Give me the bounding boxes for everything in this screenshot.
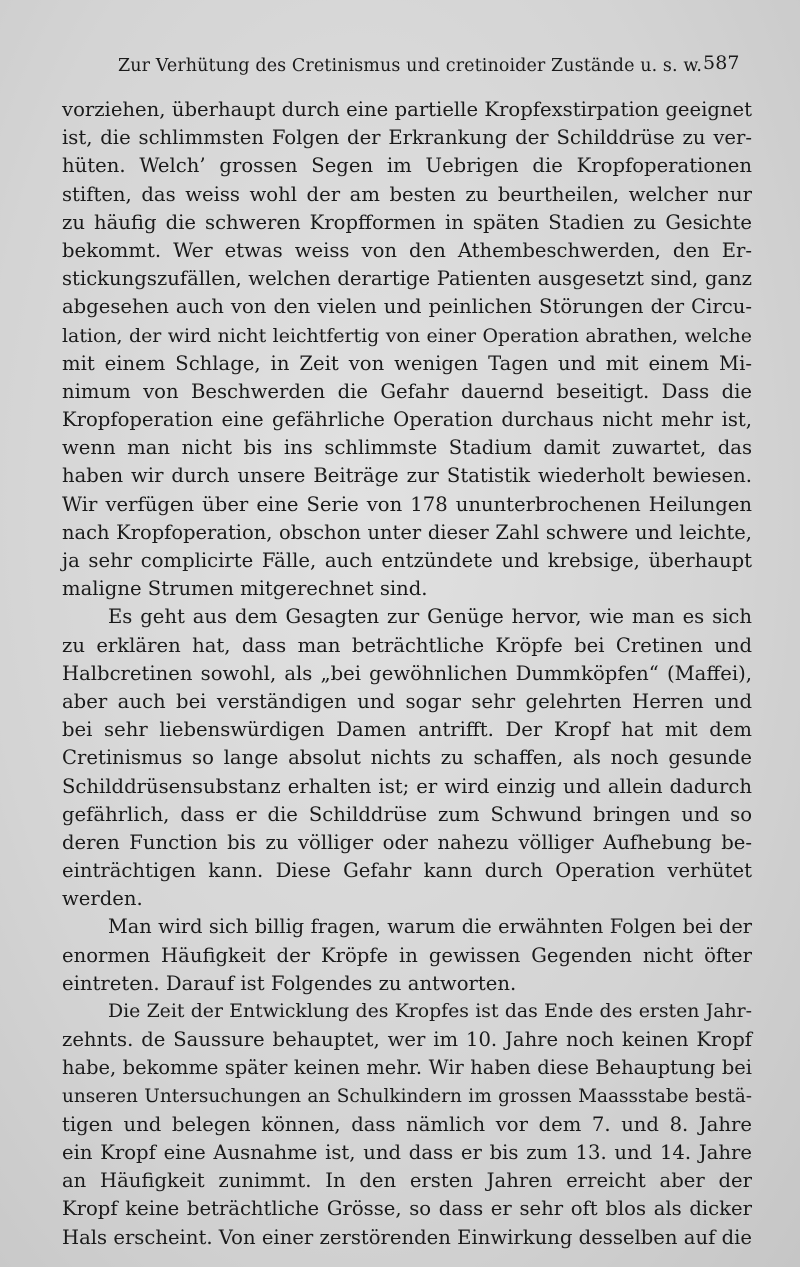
running-title: Zur Verhütung des Cretinismus und cretinoider Zustände u. s. w. xyxy=(118,56,702,76)
text-line: hüten. Welch’ grossen Segen im Uebrigen die Kropfoperationen xyxy=(62,154,752,178)
text-line: wenn man nicht bis ins schlimmste Stadium damit zuwartet, das xyxy=(62,436,752,460)
text-line: maligne Strumen mitgerechnet sind. xyxy=(62,577,428,601)
text-line: einträchtigen kann. Diese Gefahr kann durch Operation verhütet xyxy=(62,859,752,883)
text-line: lation, der wird nicht leichtfertig von einer Operation abrathen, welche xyxy=(62,324,752,347)
text-line: Kropf keine beträchtliche Grösse, so dass er sehr oft blos als dicker xyxy=(62,1197,752,1221)
text-line: stiften, das weiss wohl der am besten zu beurtheilen, welcher nur xyxy=(62,182,752,206)
text-line: bekommt. Wer etwas weiss von den Athembeschwerden, den Er- xyxy=(62,238,752,262)
text-line: ein Kropf eine Ausnahme ist, und dass er bis zum 13. und 14. Jahre xyxy=(62,1140,752,1164)
text-line: stickungszufällen, welchen derartige Patienten ausgesetzt sind, ganz xyxy=(62,267,752,291)
paragraph xyxy=(62,603,752,913)
page-number: 587 xyxy=(703,52,740,74)
text-line: zu häufig die schweren Kropfformen in späten Stadien zu Gesichte xyxy=(62,210,752,234)
text-line: gefährlich, dass er die Schilddrüse zum Schwund bringen und so xyxy=(62,802,752,826)
text-line: bei sehr liebenswürdigen Damen antrifft. Der Kropf hat mit dem xyxy=(62,718,752,742)
text-line: Die Zeit der Entwicklung des Kropfes ist das Ende des ersten Jahr- xyxy=(108,1001,752,1022)
text-line: vorziehen, überhaupt durch eine partielle Kropfexstirpation geeignet xyxy=(62,98,752,121)
paragraph xyxy=(62,998,752,1252)
text-line: nimum von Beschwerden die Gefahr dauernd beseitigt. Dass die xyxy=(62,379,752,403)
text-line: Cretinismus so lange absolut nichts zu schaffen, als noch gesunde xyxy=(62,746,752,770)
text-line: deren Function bis zu völliger oder nahezu völliger Aufhebung be- xyxy=(62,830,752,854)
text-line: ist, die schlimmsten Folgen der Erkrankung der Schilddrüse zu ver- xyxy=(62,126,752,150)
text-line: tigen und belegen können, dass nämlich vor dem 7. und 8. Jahre xyxy=(62,1112,752,1136)
text-line: Kropfoperation eine gefährliche Operation durchaus nicht mehr ist, xyxy=(62,408,752,432)
text-line: abgesehen auch von den vielen und peinlichen Störungen der Circu- xyxy=(62,295,752,319)
text-line: habe, bekomme später keinen mehr. Wir haben diese Behauptung bei xyxy=(62,1056,752,1080)
text-line: eintreten. Darauf ist Folgendes zu antworten. xyxy=(62,971,517,995)
text-line: enormen Häufigkeit der Kröpfe in gewissen Gegenden nicht öfter xyxy=(62,943,752,967)
text-line: werden. xyxy=(62,887,143,911)
paragraph xyxy=(62,913,752,998)
text-line: nach Kropfoperation, obschon unter dieser Zahl schwere und leichte, xyxy=(62,520,752,544)
text-line: an Häufigkeit zunimmt. In den ersten Jahren erreicht aber der xyxy=(62,1169,752,1193)
text-line: haben wir durch unsere Beiträge zur Statistik wiederholt bewiesen. xyxy=(62,464,752,488)
text-line: ja sehr complicirte Fälle, auch entzündete und krebsige, überhaupt xyxy=(62,549,752,572)
text-line: zehnts. de Saussure behauptet, wer im 10. Jahre noch keinen Kropf xyxy=(62,1028,752,1052)
text-line: Hals erscheint. Von einer zerstörenden Einwirkung desselben auf die xyxy=(62,1225,752,1249)
text-line: unseren Untersuchungen an Schulkindern im grossen Maassstabe bestä- xyxy=(62,1085,752,1107)
text-line: Wir verfügen über eine Serie von 178 ununterbrochenen Heilungen xyxy=(62,492,752,516)
text-line: Halbcretinen sowohl, als „bei gewöhnlichen Dummköpfen“ (Maffei), xyxy=(62,661,752,685)
body-text xyxy=(62,96,752,1252)
page-header xyxy=(0,52,800,82)
text-line: Man wird sich billig fragen, warum die erwähnten Folgen bei der xyxy=(108,915,752,939)
paragraph xyxy=(62,96,752,603)
text-line: Es geht aus dem Gesagten zur Genüge hervor, wie man es sich xyxy=(108,605,752,629)
text-line: zu erklären hat, dass man beträchtliche Kröpfe bei Cretinen und xyxy=(62,633,752,657)
text-line: mit einem Schlage, in Zeit von wenigen Tagen und mit einem Mi- xyxy=(62,351,752,375)
text-line: Schilddrüsensubstanz erhalten ist; er wird einzig und allein dadurch xyxy=(62,774,752,798)
text-line: aber auch bei verständigen und sogar sehr gelehrten Herren und xyxy=(62,689,752,713)
